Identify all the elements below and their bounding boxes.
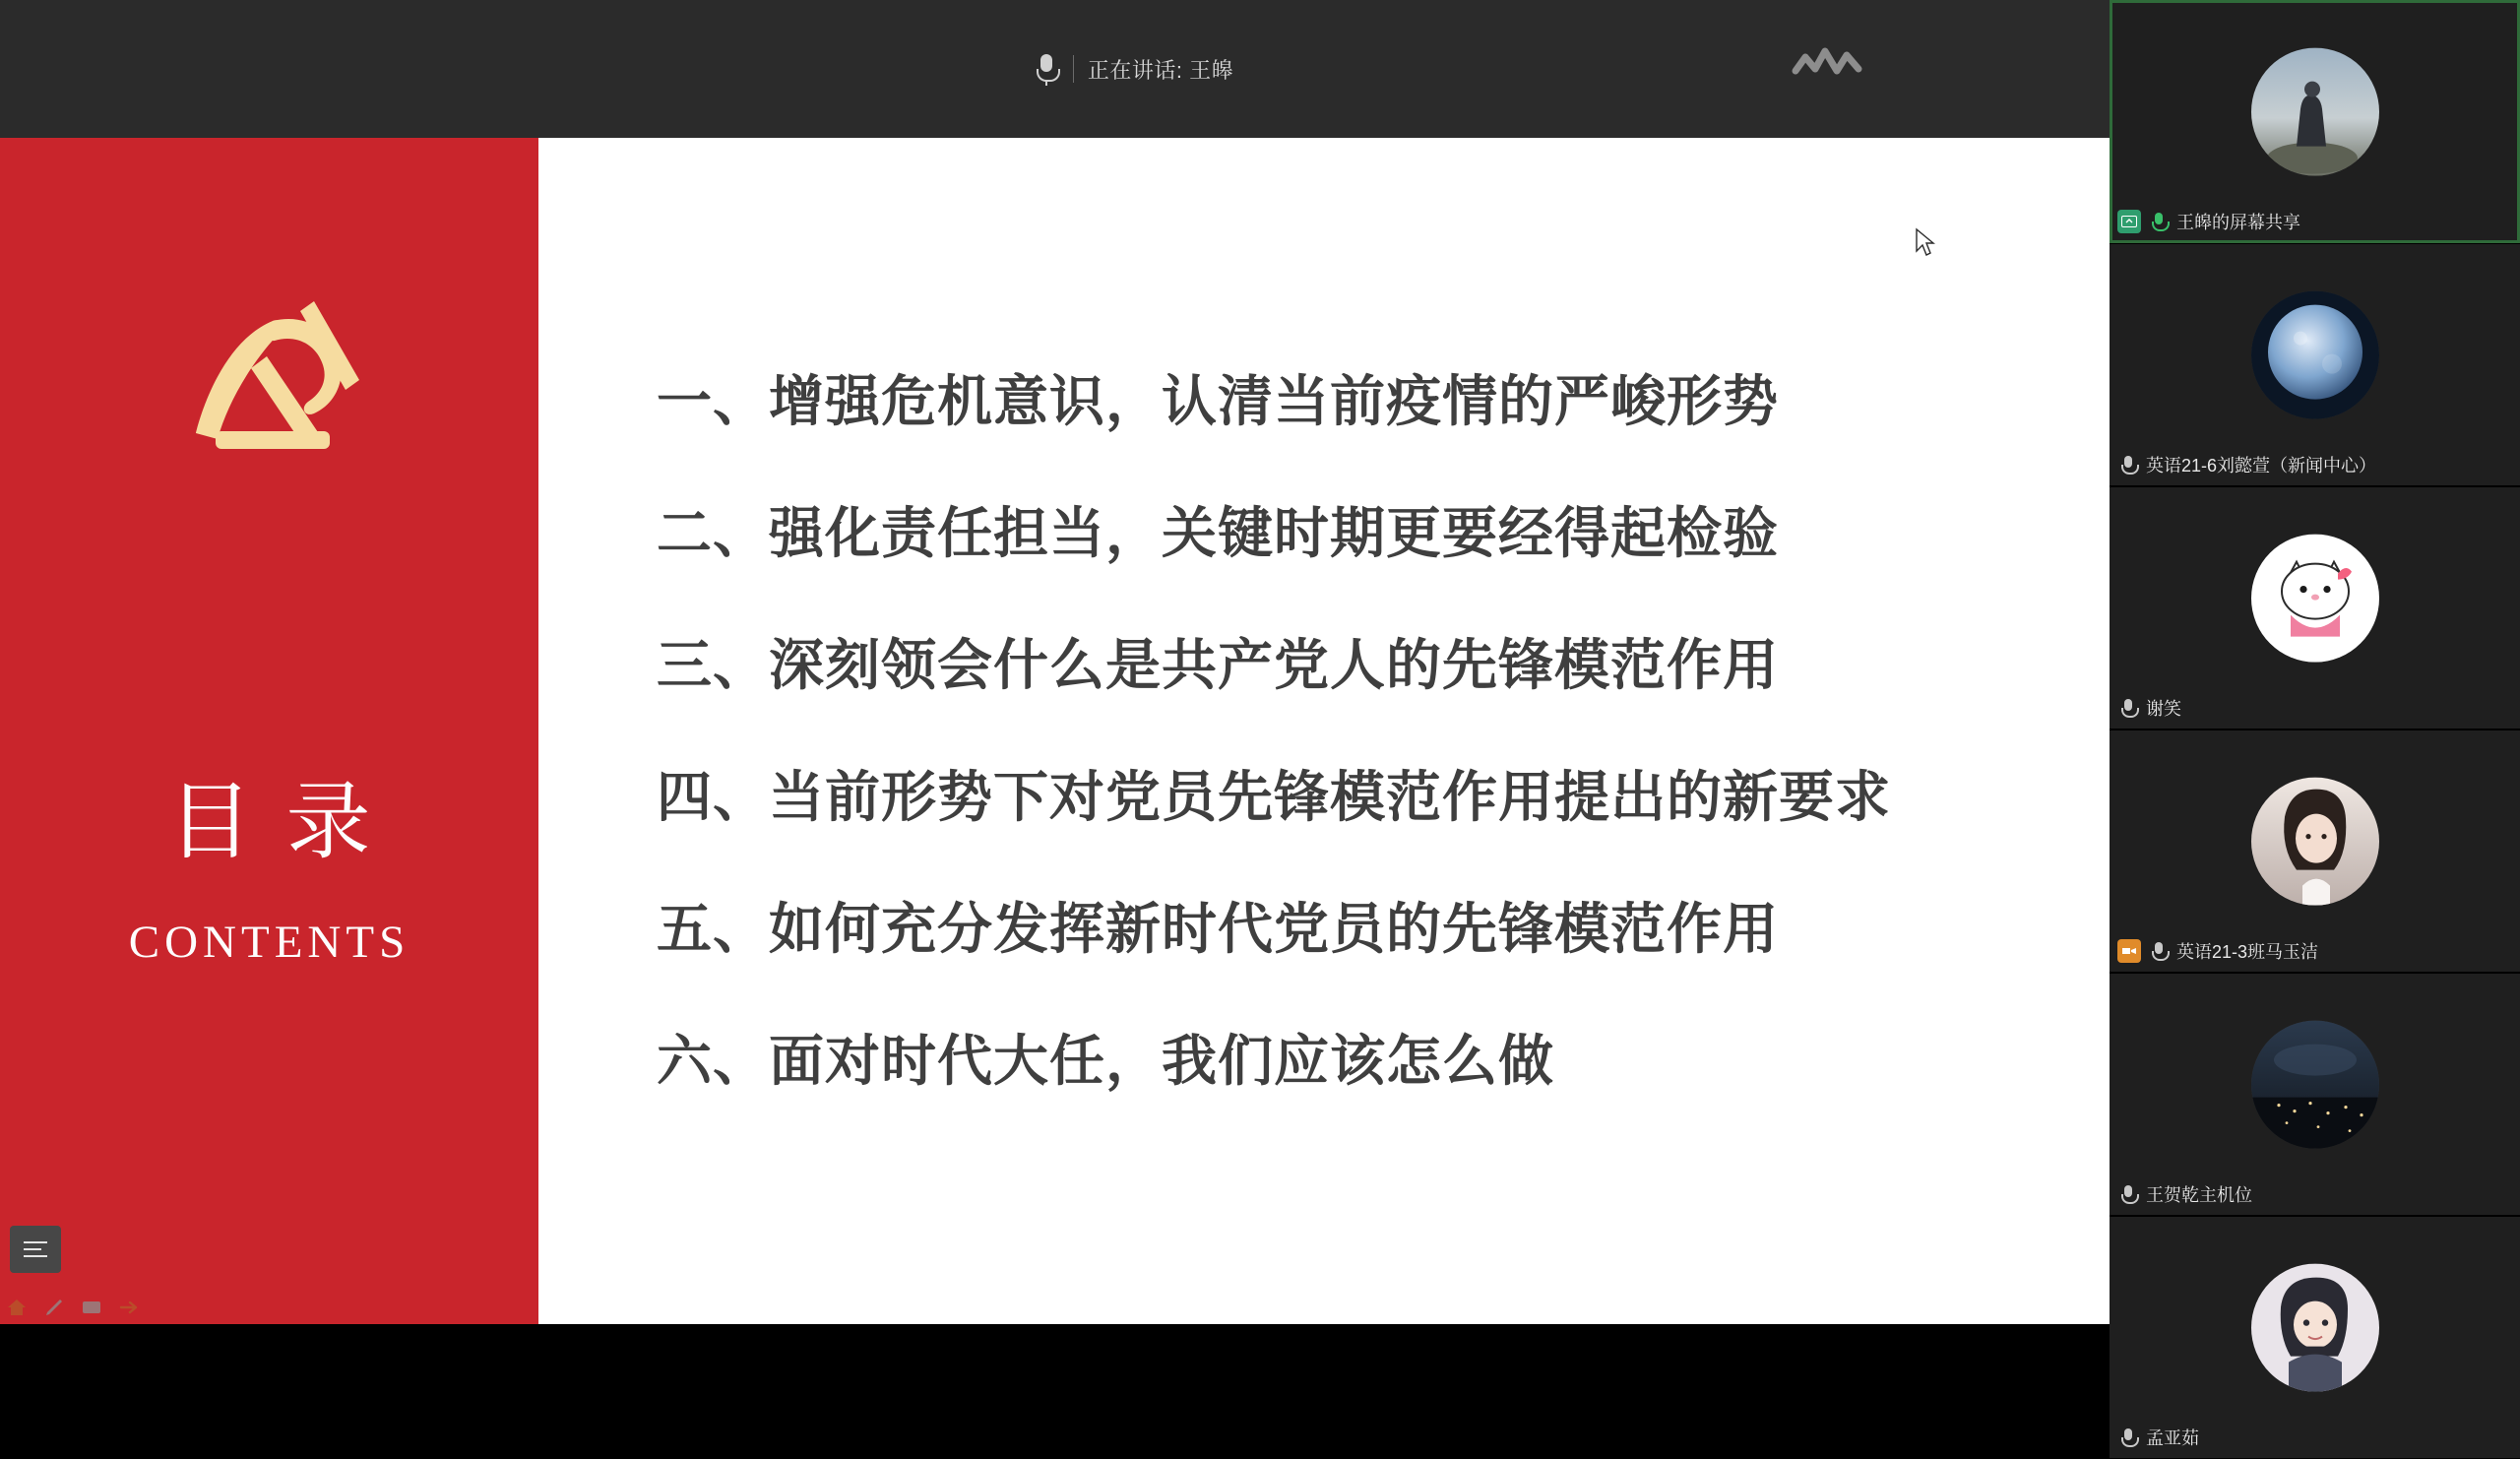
toc-item: 二、强化责任担当，关键时期更要经得起检验 <box>657 502 1779 564</box>
meeting-top-bar <box>0 0 2110 138</box>
slide-title-cn: 目录 <box>167 775 405 869</box>
microphone-muted-icon <box>2117 1182 2139 1206</box>
toc-item: 四、当前形势下对党员先锋模范作用提出的新要求 <box>657 766 1891 828</box>
slide-menu-button[interactable] <box>10 1226 61 1273</box>
avatar <box>2251 1020 2379 1148</box>
toc-item: 一、增强危机意识，认清当前疫情的严峻形势 <box>657 370 1779 432</box>
tile-footer <box>2117 1181 2252 1207</box>
toc-item: 三、深刻领会什么是共产党人的先锋模范作用 <box>657 634 1779 696</box>
microphone-muted-icon <box>2117 453 2139 476</box>
avatar <box>2251 1263 2379 1391</box>
participant-name: 谢笑 <box>2146 699 2181 719</box>
participant-tile[interactable] <box>2110 1216 2520 1459</box>
slide-right-panel <box>538 138 2110 1324</box>
slide-left-panel <box>0 138 538 1324</box>
participant-name: 英语21-6刘懿萱（新闻中心） <box>2146 456 2377 476</box>
screen-icon[interactable] <box>81 1297 102 1318</box>
video-off-icon <box>2117 939 2141 963</box>
slide-title-en: CONTENTS <box>128 917 410 968</box>
microphone-unmuted-icon <box>2148 210 2170 233</box>
participant-name: 王贺乾主机位 <box>2146 1185 2252 1205</box>
participant-tile[interactable] <box>2110 973 2520 1216</box>
avatar <box>2251 534 2379 662</box>
participant-tile[interactable] <box>2110 486 2520 730</box>
microphone-muted-icon <box>2117 1426 2139 1449</box>
participant-name: 孟亚茹 <box>2146 1428 2199 1448</box>
tile-footer <box>2117 695 2181 721</box>
participant-tile[interactable] <box>2110 243 2520 486</box>
microphone-muted-icon <box>2117 696 2139 720</box>
avatar <box>2251 777 2379 905</box>
participant-name: 王皞的屏幕共享 <box>2176 213 2300 232</box>
audio-wave-icon <box>1796 43 1858 83</box>
tile-footer <box>2117 209 2300 234</box>
slide-toc-list <box>657 370 2090 1166</box>
avatar <box>2251 290 2379 418</box>
tile-footer <box>2117 1425 2199 1450</box>
toc-item: 五、如何充分发挥新时代党员的先锋模范作用 <box>657 898 1779 960</box>
home-icon[interactable] <box>6 1297 28 1318</box>
divider <box>1073 55 1074 83</box>
avatar <box>2251 47 2379 175</box>
participant-tile[interactable] <box>2110 0 2520 243</box>
participant-tile[interactable] <box>2110 730 2520 973</box>
active-speaker-indicator <box>1034 52 1233 86</box>
hamburger-menu-icon <box>24 1241 47 1257</box>
microphone-muted-icon <box>2148 939 2170 963</box>
tile-footer <box>2117 938 2318 964</box>
tile-footer <box>2117 452 2376 477</box>
slide-tool-strip[interactable] <box>6 1297 140 1318</box>
pen-icon[interactable] <box>43 1297 65 1318</box>
screen-share-icon <box>2117 210 2141 233</box>
hammer-sickle-emblem-icon <box>157 285 383 482</box>
next-icon[interactable] <box>118 1297 140 1318</box>
participants-rail[interactable] <box>2110 0 2520 1448</box>
participant-name: 英语21-3班马玉洁 <box>2176 942 2319 962</box>
shared-screen-content[interactable] <box>0 138 2110 1324</box>
active-speaker-label: 正在讲话: 王皞 <box>1087 57 1234 83</box>
microphone-icon <box>1034 52 1059 86</box>
toc-item: 六、面对时代大任，我们应该怎么做 <box>657 1030 1554 1092</box>
